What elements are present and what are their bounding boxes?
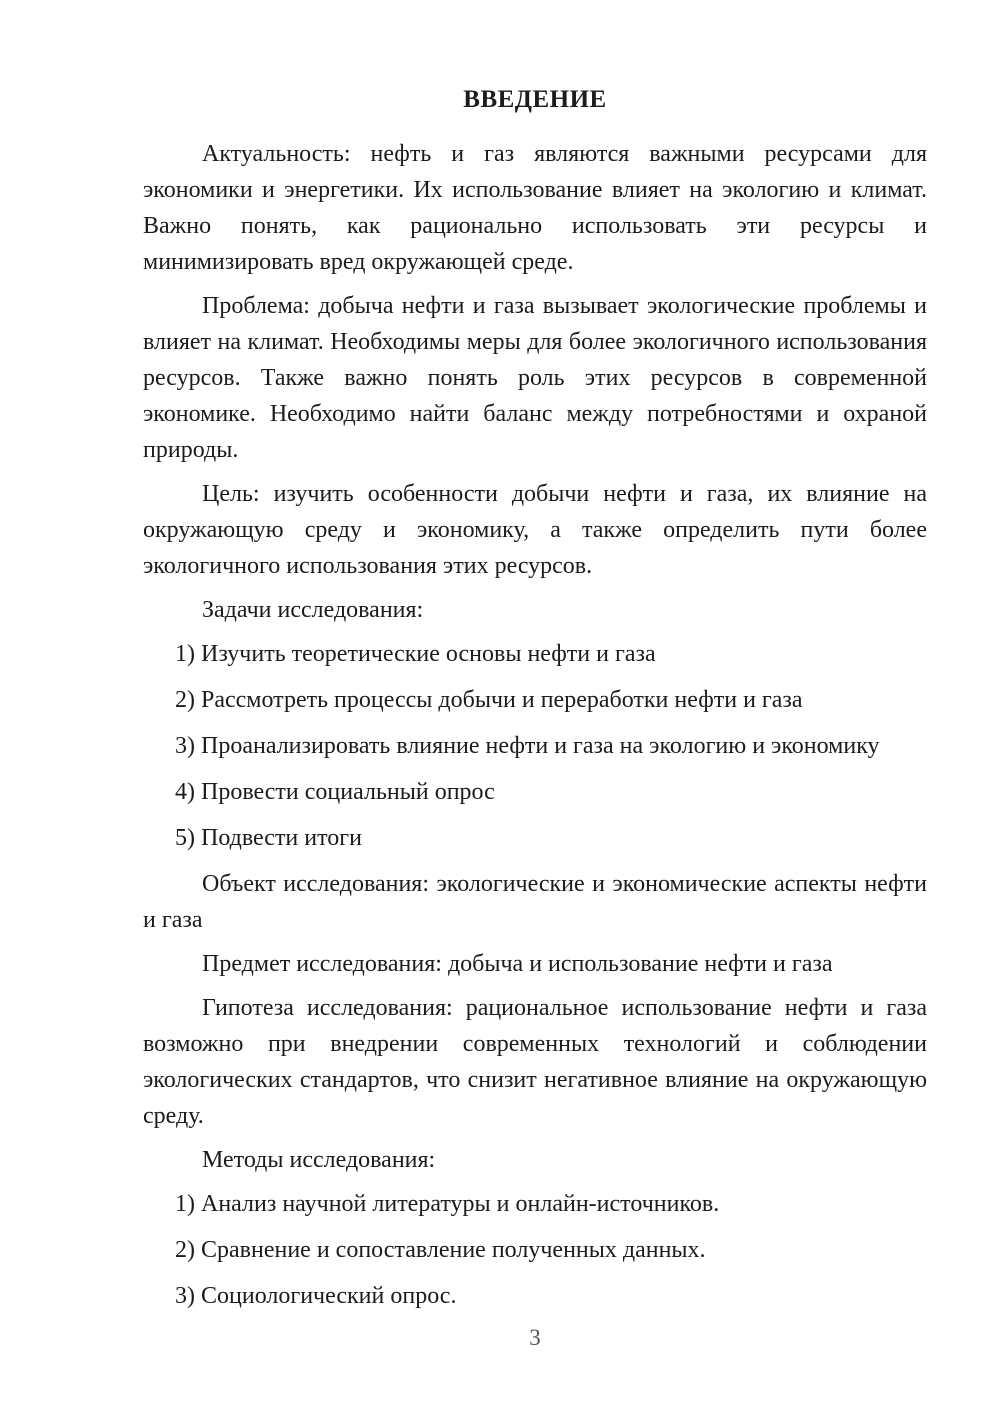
- task-item-5: [175, 820, 927, 856]
- method-item-2-marker: 2): [175, 1237, 195, 1263]
- task-item-2-marker: 2): [175, 687, 195, 713]
- paragraph-gipoteza: Гипотеза исследования: рациональное использование нефти и газа возможно при внедрении современных технологий и соблюдении экологических стандартов, что снизит негативное влияние на окружающую среду.: [143, 995, 927, 1129]
- method-item-1-marker: 1): [175, 1191, 195, 1217]
- task-item-5-marker: 5): [175, 825, 195, 851]
- task-item-4: [175, 774, 927, 810]
- method-item-2: [175, 1232, 927, 1268]
- paragraph-tsel: Цель: изучить особенности добычи нефти и газа, их влияние на окружающую среду и экономику, а также определить пути более экологичного использования этих ресурсов.: [143, 481, 927, 579]
- task-item-1: [175, 636, 927, 672]
- method-item-3-text: Социологический опрос.: [201, 1283, 457, 1309]
- tasks-heading: Задачи исследования:: [202, 597, 424, 623]
- paragraph-aktualnost: Актуальность: нефть и газ являются важными ресурсами для экономики и энергетики. Их использование влияет на экологию и климат. Важно понять, как рационально использовать эти ресурсы и минимизировать вред окружающей среде.: [143, 141, 927, 275]
- paragraph-problema: Проблема: добыча нефти и газа вызывает экологические проблемы и влияет на климат. Необходимы меры для более экологичного использования ресурсов. Также важно понять роль этих ресурсов в современной экономике. Необходимо найти баланс между потребностями и охраной природы.: [143, 293, 927, 463]
- task-item-2: [175, 682, 927, 718]
- task-item-5-text: Подвести итоги: [201, 825, 362, 851]
- methods-heading: Методы исследования:: [202, 1147, 436, 1173]
- page-title: ВВЕДЕНИЕ: [463, 86, 607, 113]
- page-number: 3: [529, 1325, 541, 1350]
- task-item-3-text: Проанализировать влияние нефти и газа на экологию и экономику: [201, 733, 880, 759]
- task-item-3-marker: 3): [175, 733, 195, 759]
- paragraph-predmet: Предмет исследования: добыча и использование нефти и газа: [202, 951, 833, 977]
- method-item-3-marker: 3): [175, 1283, 195, 1309]
- task-item-4-marker: 4): [175, 779, 195, 805]
- method-item-2-text: Сравнение и сопоставление полученных данных.: [201, 1237, 706, 1263]
- method-item-3: [175, 1278, 927, 1314]
- task-item-1-marker: 1): [175, 641, 195, 667]
- task-item-1-text: Изучить теоретические основы нефти и газа: [201, 641, 656, 667]
- method-item-1-text: Анализ научной литературы и онлайн-источников.: [201, 1191, 720, 1217]
- method-item-1: [175, 1186, 927, 1222]
- task-item-4-text: Провести социальный опрос: [201, 779, 495, 805]
- task-item-3: [175, 728, 927, 764]
- task-item-2-text: Рассмотреть процессы добычи и переработки нефти и газа: [201, 687, 803, 713]
- paragraph-obekt: Объект исследования: экологические и экономические аспекты нефти и газа: [143, 871, 927, 933]
